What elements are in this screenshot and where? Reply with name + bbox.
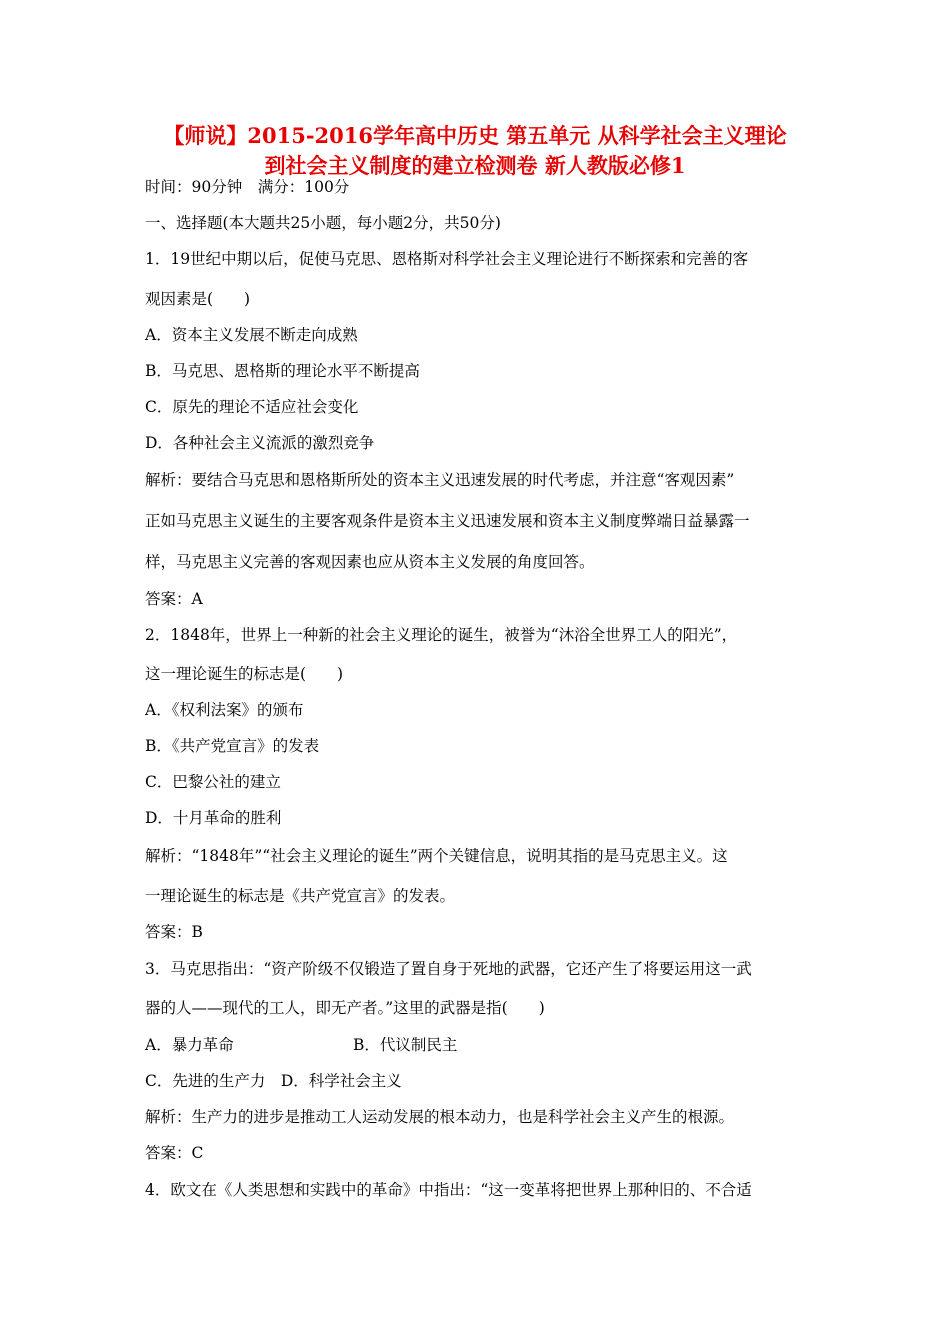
q3-analysis-line-1: 解析：生产力的进步是推动工人运动发展的根本动力，也是科学社会主义产生的根源。: [145, 1108, 735, 1126]
q3-option-a: A．暴力革命: [145, 1036, 234, 1054]
q2-option-a: A．《权利法案》的颁布: [145, 701, 304, 719]
q3-option-b: B．代议制民主: [353, 1036, 458, 1054]
q2-option-b: B．《共产党宣言》的发表: [145, 737, 320, 755]
document-title-line-1: 【师说】2015-2016学年高中历史 第五单元 从科学社会主义理论: [163, 123, 787, 148]
q1-option-d: D．各种社会主义流派的激烈竞争: [145, 434, 375, 452]
section-heading: 一、选择题(本大题共25小题，每小题2分，共50分): [145, 214, 501, 232]
q2-stem-line-1: 2．1848年，世界上一种新的社会主义理论的诞生，被誉为“沐浴全世界工人的阳光”，: [145, 626, 738, 644]
q3-options-c-d: C．先进的生产力 D．科学社会主义: [145, 1072, 402, 1090]
q2-option-c: C．巴黎公社的建立: [145, 773, 281, 791]
q2-answer: 答案：B: [145, 923, 203, 941]
q3-stem-line-1: 3．马克思指出：“资产阶级不仅锻造了置自身于死地的武器，它还产生了将要运用这一武: [145, 960, 752, 978]
exam-meta: 时间：90分钟 满分：100分: [145, 178, 350, 196]
q1-analysis-line-2: 正如马克思主义诞生的主要客观条件是资本主义迅速发展和资本主义制度弊端日益暴露一: [145, 512, 750, 530]
q1-option-a: A．资本主义发展不断走向成熟: [145, 326, 358, 344]
q2-option-d: D．十月革命的胜利: [145, 809, 282, 827]
q1-option-b: B．马克思、恩格斯的理论水平不断提高: [145, 362, 420, 380]
q1-analysis-line-3: 样，马克思主义完善的客观因素也应从资本主义发展的角度回答。: [145, 553, 595, 571]
document-title-line-2: 到社会主义制度的建立检测卷 新人教版必修1: [264, 153, 686, 178]
q3-stem-line-2: 器的人——现代的工人，即无产者。”这里的武器是指( ): [145, 999, 545, 1017]
q2-stem-line-2: 这一理论诞生的标志是( ): [145, 665, 344, 683]
q2-analysis-line-1: 解析：“1848年”“社会主义理论的诞生”两个关键信息，说明其指的是马克思主义。这: [145, 847, 728, 865]
q1-stem-line-1: 1．19世纪中期以后，促使马克思、恩格斯对科学社会主义理论进行不断探索和完善的客: [145, 250, 749, 268]
q1-analysis-line-1: 解析：要结合马克思和恩格斯所处的资本主义迅速发展的时代考虑，并注意“客观因素”: [145, 471, 735, 489]
q3-answer: 答案：C: [145, 1144, 204, 1162]
q1-stem-line-2: 观因素是( ): [145, 290, 251, 308]
q4-stem-line-1: 4．欧文在《人类思想和实践中的革命》中指出：“这一变革将把世界上那种旧的、不合适: [145, 1181, 752, 1199]
q1-option-c: C．原先的理论不适应社会变化: [145, 398, 359, 416]
q1-answer: 答案：A: [145, 590, 203, 608]
q2-analysis-line-2: 一理论诞生的标志是《共产党宣言》的发表。: [145, 887, 456, 905]
